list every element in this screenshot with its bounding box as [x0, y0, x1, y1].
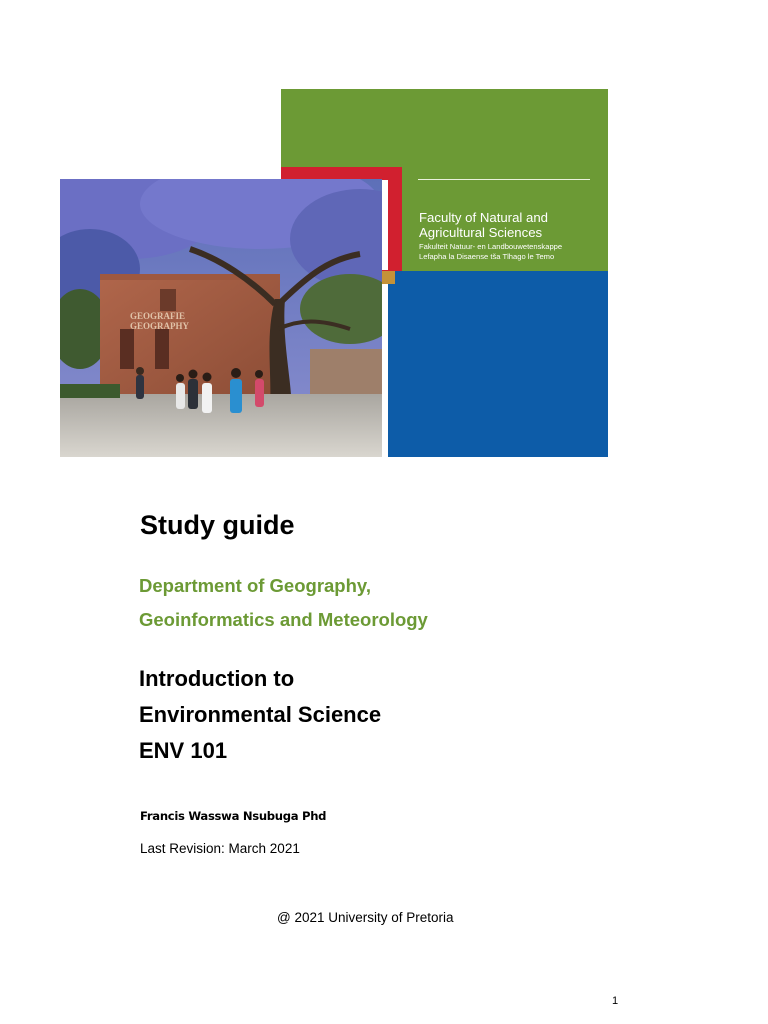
banner-rule: [418, 179, 590, 180]
campus-photo: [60, 179, 382, 457]
course-title-line2: Environmental Science: [139, 702, 382, 727]
blue-panel: [388, 271, 608, 457]
author-name: Francis Wasswa Nsubuga Phd: [140, 809, 327, 823]
document-title: Study guide: [140, 510, 295, 540]
course-title-line1: Introduction to: [139, 666, 295, 691]
page-number: 1: [612, 995, 619, 1007]
copyright-notice: @ 2021 University of Pretoria: [277, 910, 454, 925]
building-sign-geografie: GEOGRAFIE: [130, 311, 186, 321]
building-sign-geography: GEOGRAPHY: [130, 321, 190, 331]
faculty-subtitle-sepedi: Lefapha la Disaense tša Tlhago le Temo: [419, 252, 555, 261]
course-code: ENV 101: [139, 738, 228, 763]
department-name-line2: Geoinformatics and Meteorology: [139, 609, 428, 630]
faculty-subtitle: [419, 242, 604, 262]
faculty-subtitle-afrikaans: Fakulteit Natuur- en Landbouwetenskappe: [419, 242, 563, 251]
department-name-line1: Department of Geography,: [139, 575, 371, 596]
last-revision: Last Revision: March 2021: [140, 841, 300, 856]
faculty-name: Faculty of Natural and Agricultural Sciences: [419, 210, 549, 240]
